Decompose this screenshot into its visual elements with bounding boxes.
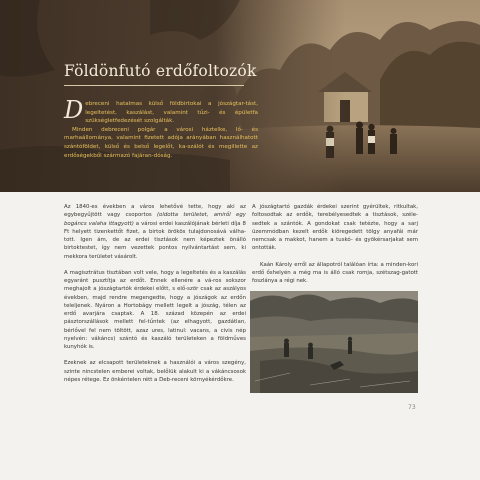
intro-text [64, 96, 258, 160]
field-work-photo [250, 291, 418, 393]
field-photo [250, 291, 418, 393]
left-paragraph [64, 203, 246, 261]
left-paragraph [64, 359, 246, 384]
page-number: 73 [408, 404, 416, 411]
text-run: Az 1840-es években a város lehetővé tette, hogy aki az egybegyűjtött vagy csoportos [64, 204, 246, 219]
text-run: Ezeknek az elcsapott területeknek a használói a város szegény, szinte nincstelen emberei voltak, belőlük alakult ki a vákáncsosok népes rétege. Ez önkéntelen rétt a Deb-receni környékérdőkre. [64, 360, 246, 383]
page-title: Földönfutó erdőfoltozók [64, 62, 257, 80]
left-paragraph [64, 269, 246, 352]
intro-paragraph-1-text: ebreceni hatalmas külső földbirtokai a jószágtar-tást, legeltetést, kaszálást, valamint tűzi- és épületfa szükségletfedezését szolgálták. [85, 101, 258, 125]
italic-phrase: (oldotta területet, amiről egy bogáncs valaha ittagyott) [64, 212, 246, 227]
intro-paragraph-1 [64, 96, 258, 126]
title-divider [64, 85, 244, 86]
text-run: a városi erdei kaszálójának bérleti díja 8 Ft helyett tizenkettőt fizet, a birtok örökös tulajdonosává válha-tott. Igen ám, de az erdei tisztások nem képeztek önálló birtoktestet, így nem vezettek pontos nyilvántartást sem, ki mekkora területet vásárolt. [64, 220, 246, 260]
right-paragraph: Kaán Károly erről az állapotról találóan írta: a minden-kori erdő őshelyén a még ma is álló csak romja, szétszag-gatott foszlánya a régi nek. [252, 261, 418, 284]
right-paragraph: A jószágtartó gazdák érdekei szerint gyérültek, ritkultak, foltosodtak az erdők, terebélyesedtek a tisztások, széle-sedtek a szántók. A gondokat csak tetézte, hogy a sarj üzemmódban kezelt erdők kiöregedett tölgy anyafái már nemcsak a makkot, hanem a tuskó- és gyökérsarjakat sem ontották. [252, 204, 418, 252]
drop-cap: D [64, 96, 84, 124]
text-run: A magisztrátus tisztában volt vele, hogy a legeltetés és a kaszálás egyaránt pusztítja az erdőt. Ennek ellenére a vá-ros sokszor meghajolt a jószágtartók érdekei előtt, s elő-ször csak az aszályos években, majd rendre megengedte, hogy a jószágok az erdőn teleljenek. Nyáron a Hortobágy mellett legelt a jószág, télen az erdő avarjára csaptak. A 18. század közepén az erdei pásztorszállások mellett fel-tűntek (az elhagyott, gazdátlan, bérlővel fel nem töltött, azaz ures, latinul: vacans, a civis nép nyelvén: vákáncs) szántó és kaszáló területeken a földműves kunyhók is. [64, 269, 246, 350]
left-column [64, 203, 246, 392]
right-column [252, 203, 418, 293]
header-band [0, 0, 480, 192]
intro-paragraph-2: Minden debreceni polgár a városi háztelke, lő- és marhaállománya, valamint fizetett adója arányában használhatott szántóföldet, külső és belső legelőt, ka-szálót és megillette az erdőségekből származó fajáran-dóság. [64, 126, 258, 159]
